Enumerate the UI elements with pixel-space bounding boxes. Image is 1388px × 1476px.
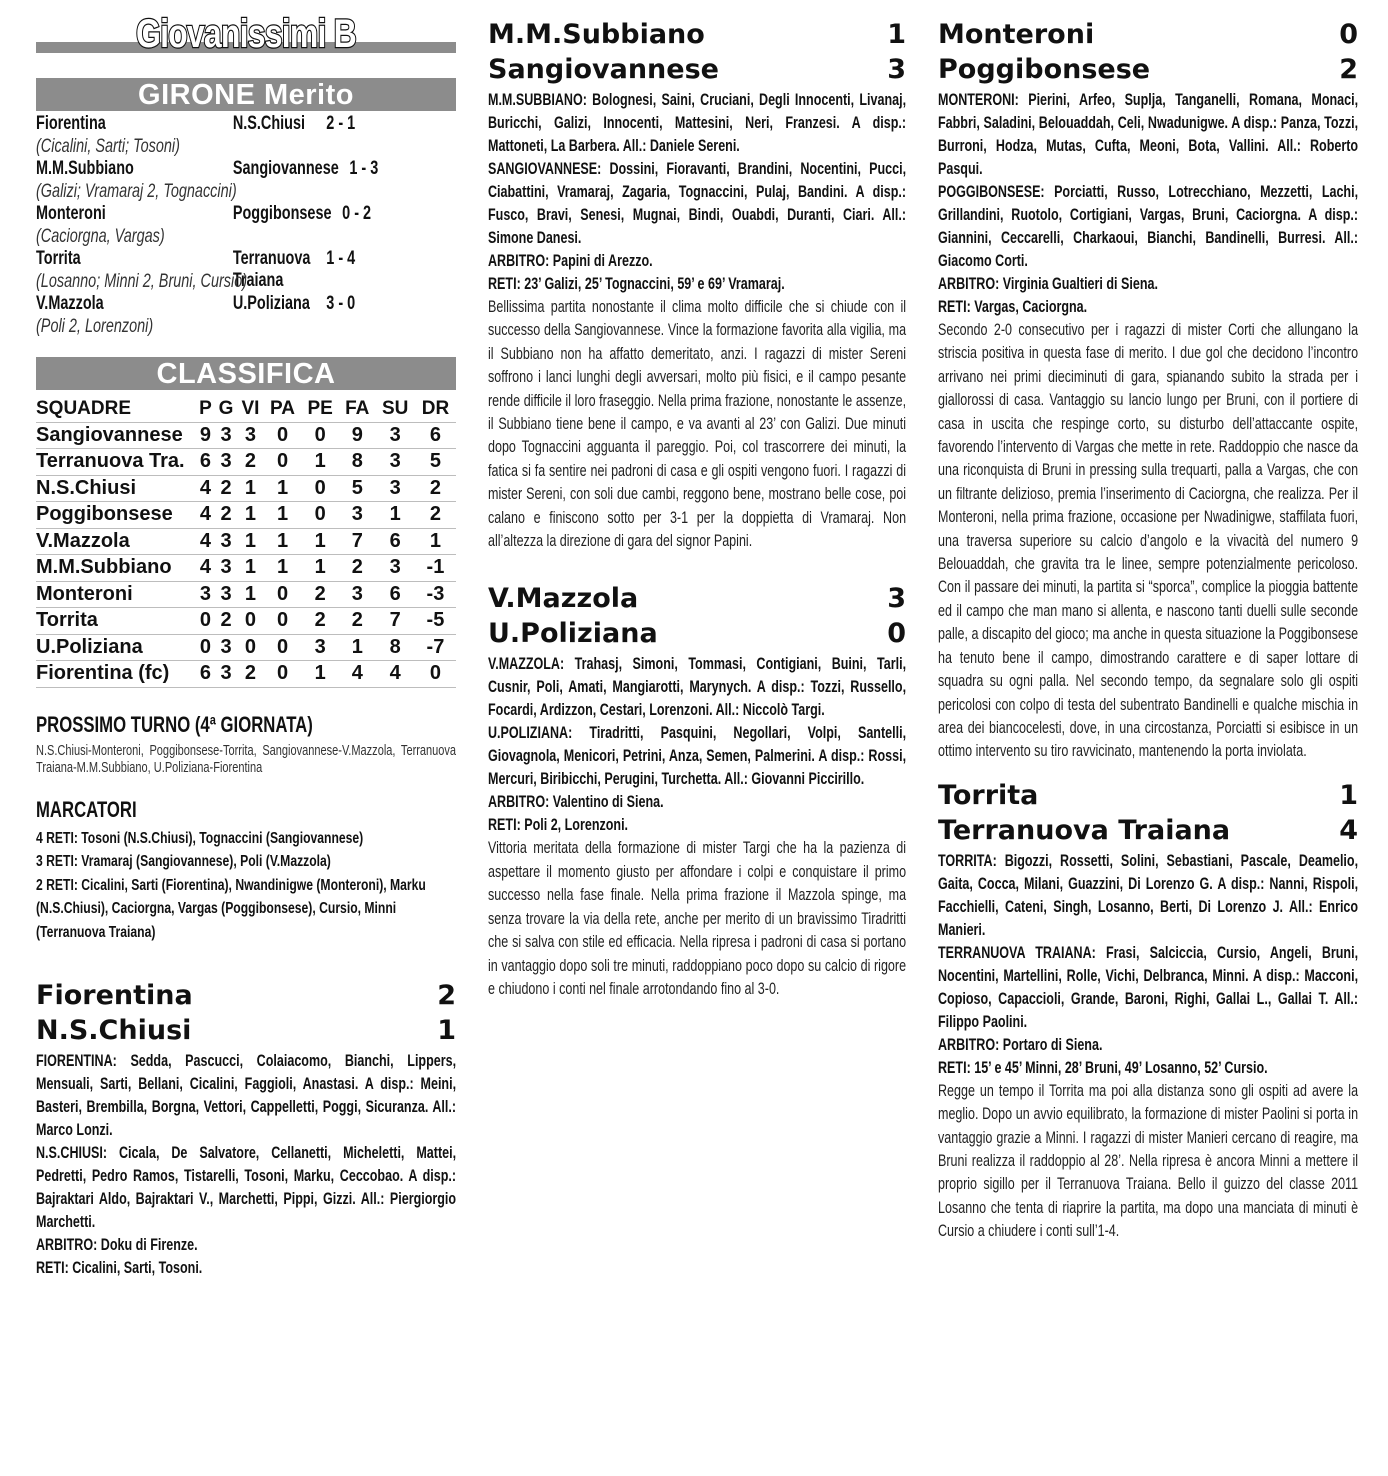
standings-cell: 3 [215, 555, 237, 582]
standings-cell: 2 [415, 502, 456, 529]
match-report [938, 17, 1358, 764]
match-text: Vittoria meritata della formazione di mister Targi che ha la pazienza di aspettare il momento giusto per affondare i colpi e conquistare il primo successo nella fase finale. Nella prima frazione il Mazzola spinge, ma senza trovare la via della rete, anche per merito di un bravissimo Tiradritti che si salva con stile ed efficacia. Nella ripresa i padroni di casa si portano in vantaggio dopo soli tre minuti, raddoppiano poco dopo su calcio di rigore e chiudono i conti nel finale arrotondando fino al 3-0. [488, 839, 907, 998]
goals: RETI: 23’ Galizi, 25’ Tognaccini, 59’ e 69’ Vramaraj. [488, 275, 785, 293]
next-round-title: PROSSIMO TURNO (4ª GIORNATA) [36, 711, 313, 737]
standings-cell: 6 [375, 528, 414, 555]
standings-cell: 0 [264, 449, 301, 476]
match-text: Secondo 2-0 consecutivo per i ragazzi di mister Corti che allungano la striscia positiva in questa fase di merito. I due gol che decidono l’incontro arrivano nei primi dieciminuti di gara, spianando subito la strada per i giallorossi di casa. Vantaggio su lancio lungo per Bruni, con il portiere di casa in uscita che respinge corto, su disturbo dell’attaccante ospite, favorendo l’intervento di Vargas che mette in rete. Raddoppio che nasce da una riconquista di Bruni in pressing sulla trequarti, palla a Vargas, che con un filtrante delizioso, premia l’inserimento di Caciorgna, che realizza. Per il Monteroni, nella prima frazione, occasione per Nwadinigwe, staffilata fuori, una traversa superiore su calcio d’angolo e la vivacità del numero 9 Belouaddah, che gravita tra le linee, sempre potenzialmente pericoloso. Con il passare dei minuti, la partita si “sporca”, complice la pioggia battente ed il campo che man mano si allenta, e nascono tanti duelli sulle seconde palle, a discapito del gioco; ma anche in questa situazione la Poggibonsese ha tenuto bene il campo, dimostrando carattere e di saper lottare di squadra su ogni palla. Nel secondo tempo, da segnalare solo gli ospiti pericolosi con colpo di testa del subentrato Bandinelli e qualche mischia in area dei biancocelesti, dove, in una circostanza, Porciatti si esibisce in un ottimo intervento su tiro ravvicinato, mantenendo la porta inviolata. [938, 321, 1359, 761]
match-away-score: 0 [887, 618, 906, 650]
referee: ARBITRO: Virginia Gualtieri di Siena. [938, 275, 1158, 293]
standings-cell: 2 [215, 608, 237, 635]
lineup-home: TORRITA: Bigozzi, Rossetti, Solini, Sebastiani, Pascale, Deamelio, Gaita, Cocca, Milani, Guazzini, Di Lorenzo G. A disp.: Nanni, Rispoli, Facchielli, Cateni, Singh, Losanno, Berti, Di Lorenzo J. All.: Enrico Manieri. [938, 851, 1359, 939]
result-home: Fiorentina [36, 113, 106, 134]
goals: RETI: Cicalini, Sarti, Tosoni. [36, 1259, 203, 1277]
next-round-title-wrap [36, 712, 456, 738]
match-home-score: 0 [1339, 19, 1358, 50]
standings-cell: 6 [196, 661, 215, 688]
lineup-home: V.MAZZOLA: Trahasj, Simoni, Tommasi, Contigiani, Buini, Tarli, Cusnir, Poli, Amati, Mangiarotti, Marynych. A disp.: Tozzi, Russello, Focardi, Ardizzon, Cestari, Lorenzoni. All.: Niccolò Targi. [488, 655, 907, 720]
standings-cell: 1 [264, 528, 301, 555]
match-away: Poggibonsese [938, 54, 1151, 85]
match-home-row [488, 17, 906, 52]
result-score: 1 - 3 [349, 158, 379, 179]
standings-banner: CLASSIFICA [36, 357, 456, 390]
result-scorers: (Losanno; Minni 2, Bruni, Cursio) [36, 271, 248, 292]
scorers-list [36, 827, 456, 945]
lineup-home: FIORENTINA: Sedda, Pascucci, Colaiacomo, Bianchi, Lippers, Mensuali, Sarti, Bellani, Cicalini, Faggioli, Anastasi. A disp.: Meini, Basteri, Brembilla, Borgna, Vettori, Cappelletti, Poggi, Sicuranza. All.: Marco Lonzi. [36, 1052, 457, 1139]
standings-cell: 2 [339, 555, 375, 582]
standings-team: N.S.Chiusi [36, 475, 196, 502]
standings-cell: 1 [301, 449, 339, 476]
standings-cell: 3 [339, 581, 375, 608]
result-away: U.Poliziana [232, 293, 310, 314]
standings-team: Poggibonsese [36, 502, 196, 529]
standings-cell: 1 [237, 581, 264, 608]
standings-cell: 1 [415, 528, 456, 555]
standings-team: Torrita [36, 608, 196, 635]
scorers-line: 2 RETI: Cicalini, Sarti (Fiorentina), Nwandinigwe (Monteroni), Marku (N.S.Chiusi), Caciorgna, Vargas (Poggibonsese), Cursio, Minni (Terranuova Traiana) [36, 876, 426, 941]
standings-cell: 1 [264, 555, 301, 582]
standings-row [36, 608, 456, 635]
match-away-score: 3 [887, 54, 906, 85]
column-right [938, 0, 1358, 1244]
standings-cell: 3 [375, 449, 414, 476]
result-item [36, 203, 456, 248]
match-report [938, 778, 1358, 1244]
standings-header-cell: DR [415, 396, 456, 422]
standings-cell: 0 [196, 634, 215, 661]
match-home-row [488, 581, 906, 616]
scorers-title: MARCATORI [36, 796, 137, 822]
result-away: Poggibonsese [232, 203, 332, 224]
standings-cell: 2 [215, 475, 237, 502]
lineup-away: SANGIOVANNESE: Dossini, Fioravanti, Brandini, Nocentini, Pucci, Ciabattini, Vramaraj, Zagaria, Tognaccini, Pulaj, Bandini. A disp.: Fusco, Bravi, Senesi, Mugnai, Bindi, Ouabdi, Duranti, Ciari. All.: Simone Danesi. [488, 160, 907, 247]
standings-cell: 5 [339, 475, 375, 502]
standings-cell: 2 [237, 449, 264, 476]
standings-cell: 1 [339, 634, 375, 661]
standings-row [36, 449, 456, 476]
goals: RETI: Poli 2, Lorenzoni. [488, 816, 629, 835]
standings-cell: 1 [264, 502, 301, 529]
lineup-home: MONTERONI: Pierini, Arfeo, Suplja, Tanganelli, Romana, Monaci, Fabbri, Saladini, Belouaddah, Celi, Nwadunigwe. A disp.: Panza, Tozzi, Burroni, Hodza, Mutas, Cufta, Meoni, Bota, Vallini. All.: Roberto Pasqui. [938, 91, 1359, 178]
match-home-score: 2 [437, 980, 456, 1011]
standings-cell: 1 [237, 475, 264, 502]
match-home-row [36, 978, 456, 1013]
result-scorers: (Cicalini, Sarti; Tosoni) [36, 136, 180, 157]
referee: ARBITRO: Papini di Arezzo. [488, 252, 653, 270]
match-home: V.Mazzola [488, 583, 639, 615]
page-title: Giovanissimi B [136, 12, 356, 56]
result-away: N.S.Chiusi [232, 113, 306, 134]
lineup-home: M.M.SUBBIANO: Bolognesi, Saini, Cruciani, Degli Innocenti, Livanaj, Buricchi, Galizi, Innocenti, Mattesini, Neri, Franzesi. A disp.: Mattoneti, La Barbera. All.: Daniele Sereni. [488, 91, 907, 155]
standings-cell: 0 [196, 608, 215, 635]
standings-cell: 8 [339, 449, 375, 476]
standings-cell: 1 [301, 528, 339, 555]
standings-header-cell: P [196, 396, 215, 422]
standings-cell: -5 [415, 608, 456, 635]
result-item [36, 293, 456, 338]
standings-cell: 4 [196, 502, 215, 529]
goals: RETI: 15’ e 45’ Minni, 28’ Bruni, 49’ Losanno, 52’ Cursio. [938, 1058, 1268, 1077]
result-scorers: (Poli 2, Lorenzoni) [36, 316, 154, 337]
standings-cell: 1 [301, 555, 339, 582]
standings-row [36, 475, 456, 502]
standings-team: Monteroni [36, 581, 196, 608]
standings-cell: 6 [196, 449, 215, 476]
lineup-away: N.S.CHIUSI: Cicala, De Salvatore, Cellanetti, Micheletti, Mattei, Pedretti, Pedro Ramos, Tistarelli, Tosoni, Marku, Ceccobao. A disp.: Bajraktari Aldo, Bajraktari V., Marchetti, Pippi, Gizzi. All.: Piergiorgio Marchetti. [36, 1144, 457, 1231]
match-report [488, 17, 906, 553]
standings-row [36, 581, 456, 608]
standings-cell: 0 [264, 661, 301, 688]
standings-table [36, 396, 456, 688]
standings-row [36, 502, 456, 529]
standings-header-cell: G [215, 396, 237, 422]
standings-cell: 2 [415, 475, 456, 502]
standings-header-cell: SU [375, 396, 414, 422]
next-round-text: N.S.Chiusi-Monteroni, Poggibonsese-Torrita, Sangiovannese-V.Mazzola, Terranuova Traiana-M.M.Subbiano, U.Poliziana-Fiorentina [36, 742, 457, 776]
standings-header-cell: PA [264, 396, 301, 422]
standings-cell: 4 [196, 475, 215, 502]
result-away: Terranuova Traiana [232, 248, 311, 291]
match-report [36, 978, 456, 1280]
match-home-score: 1 [887, 19, 906, 50]
standings-cell: 3 [196, 581, 215, 608]
standings-row [36, 661, 456, 688]
match-home-row [938, 778, 1358, 813]
standings-cell: 1 [237, 555, 264, 582]
group-banner: GIRONE Merito [36, 78, 456, 111]
match-away-row [488, 616, 906, 651]
standings-cell: 3 [375, 475, 414, 502]
match-text: Regge un tempo il Torrita ma poi alla distanza sono gli ospiti ad avere la meglio. Dopo un avvio equilibrato, la formazione di mister Paolini si porta in vantaggio grazie a Minni. I ragazzi di mister Manieri cercano di reagire, ma Bruni realizza il raddoppio al 28’. Nella ripresa è ancora Minni a mettere il proprio sigillo per il Terranuova Traiana. Bello il guizzo del classe 2011 Losanno che tenta di riaprire la partita, ma dopo una manciata di minuti è Cursio a chiudere i conti sull’1-4. [938, 1081, 1359, 1241]
standings-cell: 7 [339, 528, 375, 555]
standings-cell: 0 [264, 581, 301, 608]
standings-cell: 3 [215, 581, 237, 608]
standings-cell: 3 [215, 422, 237, 449]
standings-cell: -1 [415, 555, 456, 582]
standings-cell: 3 [215, 634, 237, 661]
standings-header-cell: VI [237, 396, 264, 422]
standings-cell: 3 [339, 502, 375, 529]
standings-cell: 2 [301, 608, 339, 635]
standings-team: Fiorentina (fc) [36, 661, 196, 688]
match-away-row [488, 52, 906, 87]
standings-cell: 0 [301, 475, 339, 502]
standings-cell: 4 [375, 661, 414, 688]
result-home: Torrita [36, 248, 81, 269]
standings-header-row [36, 396, 456, 422]
standings-cell: 0 [301, 502, 339, 529]
standings-cell: 1 [301, 661, 339, 688]
referee: ARBITRO: Valentino di Siena. [488, 793, 664, 812]
standings-cell: 4 [196, 528, 215, 555]
result-score: 2 - 1 [326, 113, 356, 134]
standings-cell: 9 [196, 422, 215, 449]
match-home-row [938, 17, 1358, 52]
scorers-line: 3 RETI: Vramaraj (Sangiovannese), Poli (V.Mazzola) [36, 853, 331, 870]
result-item [36, 113, 456, 158]
result-away: Sangiovannese [232, 158, 339, 179]
section-title [36, 12, 456, 56]
lineup-away: U.POLIZIANA: Tiradritti, Pasquini, Negollari, Volpi, Santelli, Giovagnola, Menicori, Petrini, Anza, Semen, Palmerini. A disp.: Rossi, Mercuri, Biribicchi, Perugini, Turchetta. All.: Giovanni Piccirillo. [488, 724, 907, 789]
standings-cell: 5 [415, 449, 456, 476]
standings-cell: 1 [264, 475, 301, 502]
standings-cell: 6 [375, 581, 414, 608]
standings-header-cell: PE [301, 396, 339, 422]
standings-cell: 0 [264, 634, 301, 661]
standings-cell: -3 [415, 581, 456, 608]
match-home: M.M.Subbiano [488, 19, 705, 50]
result-item [36, 158, 456, 203]
standings-row [36, 528, 456, 555]
standings-cell: 1 [237, 528, 264, 555]
standings-cell: 4 [196, 555, 215, 582]
lineup-away: TERRANUOVA TRAIANA: Frasi, Salciccia, Cursio, Angeli, Bruni, Nocentini, Martellini, Rolle, Vichi, Delbranca, Minni. A disp.: Macconi, Copioso, Capaccioli, Grande, Baroni, Righi, Gallai L., Gallai T. All.: Filippo Paolini. [938, 943, 1359, 1031]
standings-cell: 9 [339, 422, 375, 449]
standings-cell: -7 [415, 634, 456, 661]
match-away-score: 2 [1339, 54, 1358, 85]
match-home: Fiorentina [36, 980, 193, 1011]
standings-cell: 3 [301, 634, 339, 661]
referee: ARBITRO: Portaro di Siena. [938, 1035, 1103, 1054]
goals: RETI: Vargas, Caciorgna. [938, 298, 1088, 316]
standings-team: V.Mazzola [36, 528, 196, 555]
match-away: Terranuova Traiana [938, 814, 1231, 846]
standings-cell: 3 [375, 555, 414, 582]
standings-team: Sangiovannese [36, 422, 196, 449]
standings-cell: 8 [375, 634, 414, 661]
match-away-row [938, 52, 1358, 87]
result-score: 0 - 2 [342, 203, 372, 224]
standings-cell: 2 [237, 661, 264, 688]
match-text: Bellissima partita nonostante il clima molto difficile che si chiude con il successo della Sangiovannese. Vince la formazione favorita alla vigilia, ma il Subbiano non ha affatto demeritato, anzi. I ragazzi di mister Sereni soffrono i lanci lunghi degli avversari, molto più fisici, e il campo pesante rende difficile il loro fraseggio. Nella prima frazione, nonostante le assenze, il Subbiano tiene bene il campo, e va avanti al 23’ con Galizi. Due minuti dopo Tognaccini agguanta il pareggio. Poi, col trascorrere dei minuti, la fatica si fa sentire nei padroni di casa e gli ospiti vengono fuori. I ragazzi di mister Sereni, con soli due cambi, reggono bene, mostrano belle cose, poi calano e finiscono sotto per 3-1 per la doppietta di Vramaraj. Non all’altezza la direzione di gara del signor Papini. [488, 298, 907, 551]
match-away: Sangiovannese [488, 54, 719, 85]
standings-cell: 1 [237, 502, 264, 529]
match-away-score: 1 [437, 1015, 456, 1046]
standings-row [36, 422, 456, 449]
standings-cell: 7 [375, 608, 414, 635]
match-away: U.Poliziana [488, 618, 658, 650]
standings-cell: 3 [215, 449, 237, 476]
standings-cell: 6 [415, 422, 456, 449]
standings-cell: 0 [301, 422, 339, 449]
result-home: M.M.Subbiano [36, 158, 134, 179]
results-list [36, 113, 456, 338]
standings-cell: 0 [237, 608, 264, 635]
result-home: V.Mazzola [36, 293, 104, 314]
standings-cell: 3 [215, 661, 237, 688]
match-report [488, 581, 906, 1001]
result-home: Monteroni [36, 203, 106, 224]
standings-team: M.M.Subbiano [36, 555, 196, 582]
match-away-score: 4 [1339, 814, 1358, 846]
column-left [36, 0, 456, 1280]
match-home-score: 3 [887, 583, 906, 615]
standings-cell: 3 [237, 422, 264, 449]
match-away: N.S.Chiusi [36, 1015, 192, 1046]
match-home: Monteroni [938, 19, 1095, 50]
referee: ARBITRO: Doku di Firenze. [36, 1236, 198, 1254]
standings-cell: 0 [415, 661, 456, 688]
result-score: 1 - 4 [326, 248, 356, 269]
scorers-line: 4 RETI: Tosoni (N.S.Chiusi), Tognaccini (Sangiovannese) [36, 829, 364, 847]
standings-cell: 0 [237, 634, 264, 661]
column-middle [488, 0, 906, 1001]
standings-cell: 2 [215, 502, 237, 529]
standings-cell: 1 [375, 502, 414, 529]
result-item [36, 248, 456, 293]
standings-cell: 4 [339, 661, 375, 688]
result-scorers: (Caciorgna, Vargas) [36, 226, 165, 247]
standings-row [36, 555, 456, 582]
standings-cell: 3 [375, 422, 414, 449]
result-scorers: (Galizi; Vramaraj 2, Tognaccini) [36, 181, 237, 202]
standings-cell: 3 [215, 528, 237, 555]
lineup-away: POGGIBONSESE: Porciatti, Russo, Lotrecchiano, Mezzetti, Lachi, Grillandini, Ruotolo, Cortigiani, Vargas, Bruni, Caciorgna. A disp.: Giannini, Ceccarelli, Charkaoui, Bianchi, Bandinelli, Burresi. All.: Giacomo Corti. [938, 183, 1359, 270]
match-home-score: 1 [1339, 779, 1358, 811]
result-score: 3 - 0 [326, 293, 356, 314]
match-away-row [938, 813, 1358, 848]
standings-row [36, 634, 456, 661]
match-home: Torrita [938, 779, 1039, 811]
standings-cell: 0 [264, 422, 301, 449]
standings-team: Terranuova Tra. [36, 449, 196, 476]
standings-header-cell: FA [339, 396, 375, 422]
standings-cell: 2 [339, 608, 375, 635]
standings-cell: 0 [264, 608, 301, 635]
standings-team: U.Poliziana [36, 634, 196, 661]
match-away-row [36, 1013, 456, 1048]
standings-cell: 2 [301, 581, 339, 608]
standings-header-team: SQUADRE [36, 396, 196, 422]
